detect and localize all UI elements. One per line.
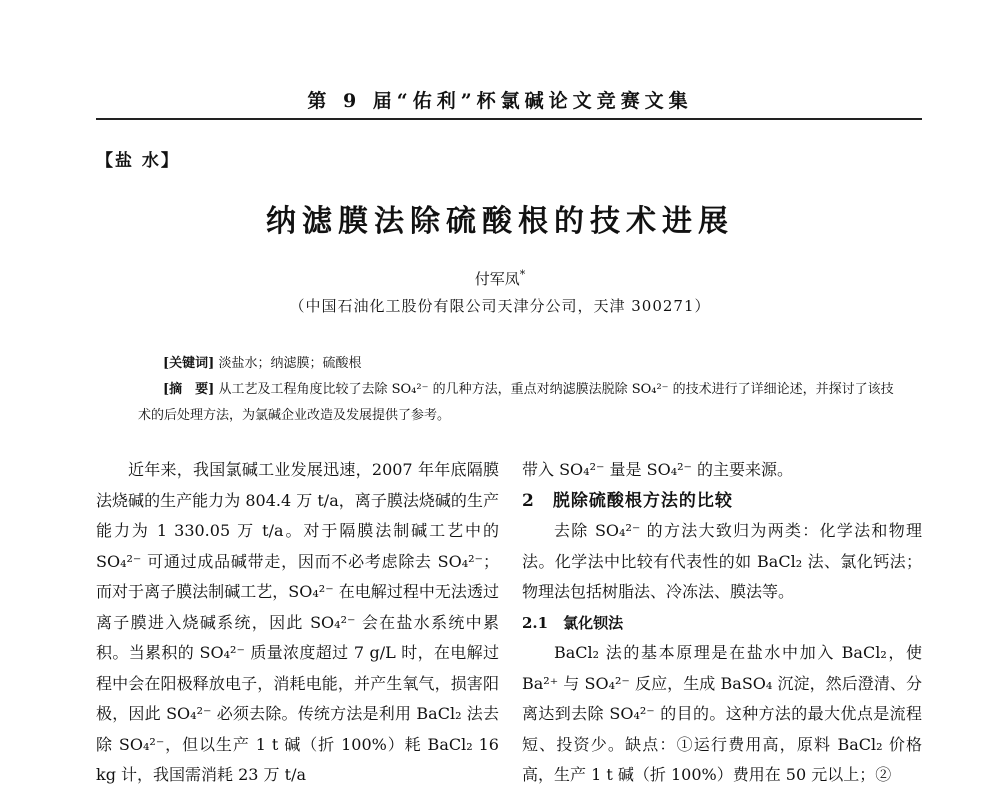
subsection-2-1-heading: 2.1 氯化钡法 <box>522 613 624 632</box>
running-header: 第 9 届“佑利”杯氯碱论文竞赛文集 <box>307 90 693 112</box>
author-line <box>0 268 1000 289</box>
header-rule <box>96 118 922 120</box>
author-footnote-mark: * <box>519 268 526 281</box>
section-label: 【盐 水】 <box>96 151 180 171</box>
article-title: 纳滤膜法除硫酸根的技术进展 <box>266 204 734 239</box>
continuation-text: 带入 SO₄²⁻ 量是 SO₄²⁻ 的主要来源。 <box>522 460 794 479</box>
keywords-label: [关键词] <box>163 356 215 371</box>
intro-paragraph: 近年来，我国氯碱工业发展迅速，2007 年年底隔膜法烧碱的生产能力为 804.4 万 t/a，离子膜法烧碱的生产能力为 1 330.05 万 t/a。对于隔膜法制碱工艺中的 SO₄²⁻ 可通过成品碱带走，因而不必考虑除去 SO₄²⁻；而对于离子膜法制碱工艺，SO₄²⁻ 在电解过程中无法透过离子膜进入烧碱系统，因此 SO₄²⁻ 会在盐水系统中累积。当累积的 SO₄²⁻ 质量浓度超过 7 g/L 时，在电解过程中会在阳极释放电子，消耗电能，并产生氧气，损害阳极，因此 SO₄²⁻ 必须去除。传统方法是利用 BaCl₂ 法去除 SO₄²⁻，但以生产 1 t 碱（折 100%）耗 BaCl₂ 16 kg 计，我国需消耗 23 万 t/a <box>96 460 499 784</box>
abstract-label: [摘 要] <box>163 382 215 397</box>
left-column <box>96 455 499 791</box>
subsection-2-1-paragraph: BaCl₂ 法的基本原理是在盐水中加入 BaCl₂，使 Ba²⁺ 与 SO₄²⁻ 反应，生成 BaSO₄ 沉淀，然后澄清、分离达到去除 SO₄²⁻ 的目的。这种方法的最大优点是流程短、投资少。缺点：①运行费用高，原料 BaCl₂ 价格高，生产 1 t 碱（折 100%）费用在 50 元以上；② <box>522 643 922 784</box>
abstract <box>138 377 898 429</box>
keywords-text: 淡盐水；纳滤膜；硫酸根 <box>218 356 362 371</box>
affiliation: （中国石油化工股份有限公司天津分公司，天津 300271） <box>289 297 711 315</box>
section-2-heading: 2 脱除硫酸根方法的比较 <box>522 490 733 511</box>
keywords <box>163 352 361 371</box>
abstract-text: 从工艺及工程角度比较了去除 SO₄²⁻ 的几种方法，重点对纳滤膜法脱除 SO₄²⁻ 的技术进行了详细论述，并探讨了该技术的后处理方法，为氯碱企业改造及发展提供了参考。 <box>138 382 894 423</box>
author-name: 付军凤 <box>474 270 520 288</box>
section-2-paragraph: 去除 SO₄²⁻ 的方法大致归为两类：化学法和物理法。化学法中比较有代表性的如 BaCl₂ 法、氯化钙法；物理法包括树脂法、冷冻法、膜法等。 <box>522 521 922 601</box>
right-column <box>522 455 922 791</box>
